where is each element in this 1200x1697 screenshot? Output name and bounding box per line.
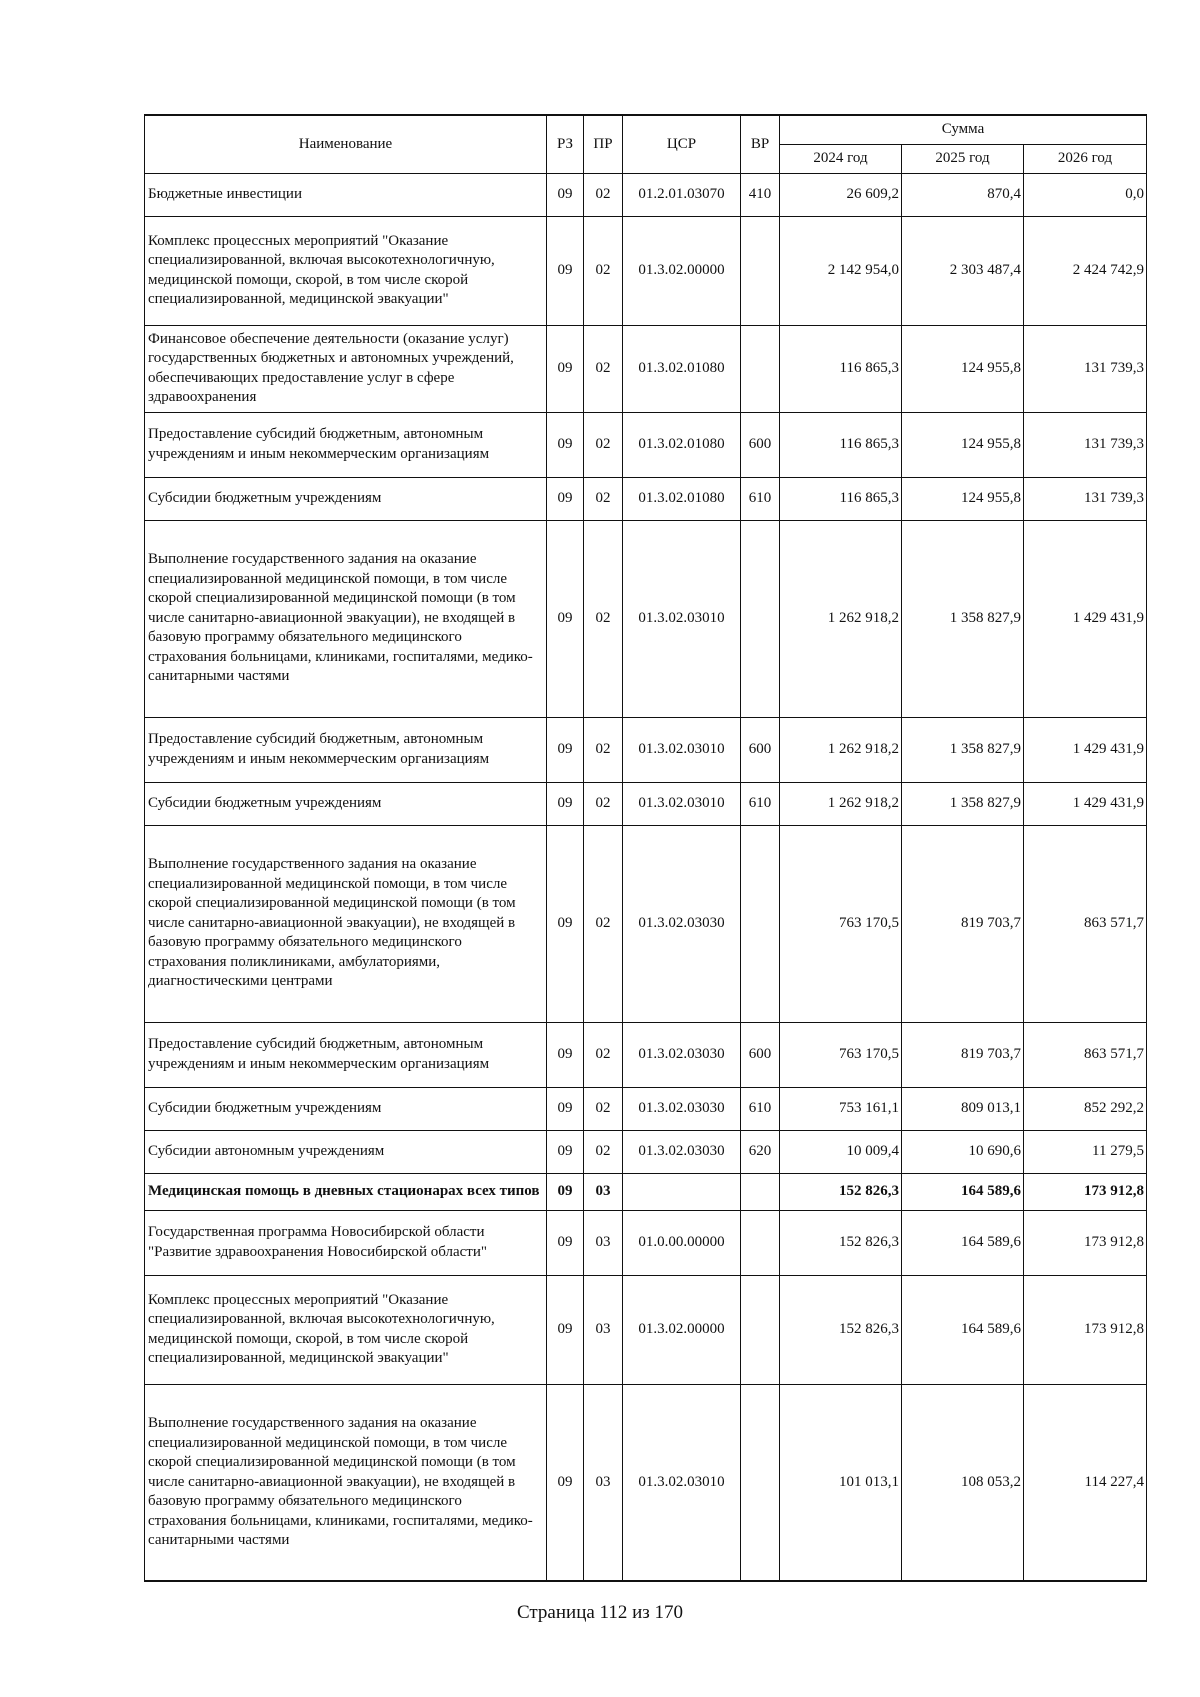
cell-y2025: 1 358 827,9: [902, 717, 1024, 782]
cell-name: Государственная программа Новосибирской области "Развитие здравоохранения Новосибирской области": [145, 1210, 547, 1275]
budget-table: [144, 114, 1147, 1582]
cell-pr: 02: [584, 825, 623, 1022]
cell-csr: 01.3.02.03030: [623, 1087, 741, 1130]
cell-vr: 610: [741, 1087, 780, 1130]
cell-csr: 01.3.02.03010: [623, 782, 741, 825]
cell-y2024: 26 609,2: [780, 173, 902, 216]
page-number: Страница 112 из 170: [516, 1602, 684, 1623]
cell-csr: 01.3.02.01080: [623, 412, 741, 477]
cell-y2026: 173 912,8: [1024, 1275, 1147, 1384]
cell-y2024: 152 826,3: [780, 1275, 902, 1384]
cell-pr: 02: [584, 412, 623, 477]
cell-rz: 09: [547, 520, 584, 717]
table-row: [145, 1384, 1147, 1581]
cell-y2026: 0,0: [1024, 173, 1147, 216]
cell-y2025: 1 358 827,9: [902, 520, 1024, 717]
cell-rz: 09: [547, 1384, 584, 1581]
cell-csr: 01.3.02.01080: [623, 325, 741, 412]
table-row: [145, 1173, 1147, 1210]
cell-y2024: 116 865,3: [780, 412, 902, 477]
cell-name: Медицинская помощь в дневных стационарах всех типов: [145, 1173, 547, 1210]
header-vr: ВР: [741, 115, 780, 173]
cell-vr: [741, 1384, 780, 1581]
cell-y2025: 164 589,6: [902, 1173, 1024, 1210]
cell-pr: 03: [584, 1275, 623, 1384]
cell-csr: 01.3.02.03030: [623, 1130, 741, 1173]
table-header: [145, 115, 1147, 173]
cell-rz: 09: [547, 173, 584, 216]
cell-pr: 02: [584, 782, 623, 825]
cell-name: Предоставление субсидий бюджетным, автономным учреждениям и иным некоммерческим организациям: [145, 1022, 547, 1087]
table-row: [145, 325, 1147, 412]
table-row: [145, 1022, 1147, 1087]
header-rz: РЗ: [547, 115, 584, 173]
cell-csr: 01.3.02.01080: [623, 477, 741, 520]
cell-pr: 02: [584, 325, 623, 412]
table-row: [145, 782, 1147, 825]
cell-y2026: 1 429 431,9: [1024, 717, 1147, 782]
cell-pr: 03: [584, 1173, 623, 1210]
cell-pr: 03: [584, 1210, 623, 1275]
table-row: [145, 825, 1147, 1022]
cell-y2026: 852 292,2: [1024, 1087, 1147, 1130]
cell-pr: 02: [584, 477, 623, 520]
table-row: [145, 216, 1147, 325]
cell-y2026: 1 429 431,9: [1024, 520, 1147, 717]
cell-y2024: 763 170,5: [780, 1022, 902, 1087]
cell-y2025: 870,4: [902, 173, 1024, 216]
cell-y2024: 2 142 954,0: [780, 216, 902, 325]
cell-name: Комплекс процессных мероприятий "Оказание специализированной, включая высокотехнологичную, медицинской помощи, скорой, в том числе скорой специализированной, медицинской эвакуации": [145, 216, 547, 325]
cell-name: Выполнение государственного задания на оказание специализированной медицинской помощи, в том числе скорой специализированной медицинской помощи (в том числе санитарно-авиационной эвакуации), не входящей в базовую программу обязательного медицинского страхования больницами, клиниками, госпиталями, медико-санитарными частями: [145, 1384, 547, 1581]
cell-rz: 09: [547, 412, 584, 477]
cell-vr: 600: [741, 1022, 780, 1087]
header-sum: Сумма: [780, 115, 1147, 144]
cell-y2024: 116 865,3: [780, 477, 902, 520]
cell-csr: [623, 1173, 741, 1210]
cell-vr: 600: [741, 717, 780, 782]
cell-name: Предоставление субсидий бюджетным, автономным учреждениям и иным некоммерческим организациям: [145, 717, 547, 782]
header-pr: ПР: [584, 115, 623, 173]
cell-vr: 610: [741, 782, 780, 825]
cell-name: Субсидии бюджетным учреждениям: [145, 782, 547, 825]
header-name: Наименование: [145, 115, 547, 173]
cell-pr: 02: [584, 173, 623, 216]
cell-csr: 01.3.02.00000: [623, 216, 741, 325]
cell-rz: 09: [547, 1087, 584, 1130]
cell-y2025: 819 703,7: [902, 1022, 1024, 1087]
cell-y2026: 114 227,4: [1024, 1384, 1147, 1581]
cell-y2026: 863 571,7: [1024, 825, 1147, 1022]
cell-csr: 01.3.02.03030: [623, 1022, 741, 1087]
table-row: [145, 520, 1147, 717]
cell-y2024: 116 865,3: [780, 325, 902, 412]
cell-y2026: 173 912,8: [1024, 1210, 1147, 1275]
cell-csr: 01.3.02.03030: [623, 825, 741, 1022]
cell-y2026: 1 429 431,9: [1024, 782, 1147, 825]
table-row: [145, 173, 1147, 216]
cell-y2024: 1 262 918,2: [780, 520, 902, 717]
cell-vr: 410: [741, 173, 780, 216]
cell-vr: 600: [741, 412, 780, 477]
cell-rz: 09: [547, 1173, 584, 1210]
table-row: [145, 717, 1147, 782]
cell-vr: [741, 1210, 780, 1275]
cell-name: Бюджетные инвестиции: [145, 173, 547, 216]
cell-rz: 09: [547, 717, 584, 782]
cell-rz: 09: [547, 1210, 584, 1275]
table-row: [145, 1130, 1147, 1173]
cell-csr: 01.2.01.03070: [623, 173, 741, 216]
cell-pr: 02: [584, 717, 623, 782]
cell-rz: 09: [547, 216, 584, 325]
cell-y2026: 131 739,3: [1024, 477, 1147, 520]
cell-pr: 02: [584, 1130, 623, 1173]
cell-y2026: 173 912,8: [1024, 1173, 1147, 1210]
cell-y2025: 2 303 487,4: [902, 216, 1024, 325]
cell-vr: [741, 520, 780, 717]
header-year-2025: 2025 год: [902, 144, 1024, 173]
cell-y2025: 108 053,2: [902, 1384, 1024, 1581]
cell-name: Финансовое обеспечение деятельности (оказание услуг) государственных бюджетных и автономных учреждений, обеспечивающих предоставление услуг в сфере здравоохранения: [145, 325, 547, 412]
cell-csr: 01.0.00.00000: [623, 1210, 741, 1275]
cell-y2024: 152 826,3: [780, 1173, 902, 1210]
cell-rz: 09: [547, 1130, 584, 1173]
cell-y2025: 124 955,8: [902, 325, 1024, 412]
header-year-2024: 2024 год: [780, 144, 902, 173]
table-row: [145, 412, 1147, 477]
cell-vr: 620: [741, 1130, 780, 1173]
cell-y2025: 809 013,1: [902, 1087, 1024, 1130]
cell-name: Субсидии бюджетным учреждениям: [145, 477, 547, 520]
cell-csr: 01.3.02.00000: [623, 1275, 741, 1384]
cell-y2025: 10 690,6: [902, 1130, 1024, 1173]
cell-vr: 610: [741, 477, 780, 520]
cell-y2024: 101 013,1: [780, 1384, 902, 1581]
cell-rz: 09: [547, 1022, 584, 1087]
cell-y2024: 10 009,4: [780, 1130, 902, 1173]
cell-rz: 09: [547, 1275, 584, 1384]
cell-y2025: 164 589,6: [902, 1275, 1024, 1384]
cell-y2024: 1 262 918,2: [780, 717, 902, 782]
cell-pr: 02: [584, 1022, 623, 1087]
cell-name: Комплекс процессных мероприятий "Оказание специализированной, включая высокотехнологичную, медицинской помощи, скорой, в том числе скорой специализированной, медицинской эвакуации": [145, 1275, 547, 1384]
cell-y2026: 863 571,7: [1024, 1022, 1147, 1087]
table-row: [145, 1275, 1147, 1384]
cell-y2026: 11 279,5: [1024, 1130, 1147, 1173]
cell-vr: [741, 825, 780, 1022]
cell-y2025: 164 589,6: [902, 1210, 1024, 1275]
cell-y2025: 124 955,8: [902, 412, 1024, 477]
cell-vr: [741, 1275, 780, 1384]
cell-pr: 02: [584, 520, 623, 717]
cell-rz: 09: [547, 325, 584, 412]
cell-y2024: 1 262 918,2: [780, 782, 902, 825]
cell-y2025: 1 358 827,9: [902, 782, 1024, 825]
table-row: [145, 1210, 1147, 1275]
cell-name: Субсидии автономным учреждениям: [145, 1130, 547, 1173]
cell-csr: 01.3.02.03010: [623, 717, 741, 782]
cell-y2026: 131 739,3: [1024, 325, 1147, 412]
table-row: [145, 1087, 1147, 1130]
table-body: [145, 173, 1147, 1581]
cell-y2024: 763 170,5: [780, 825, 902, 1022]
cell-name: Субсидии бюджетным учреждениям: [145, 1087, 547, 1130]
cell-csr: 01.3.02.03010: [623, 520, 741, 717]
cell-vr: [741, 325, 780, 412]
header-year-2026: 2026 год: [1024, 144, 1147, 173]
cell-y2026: 2 424 742,9: [1024, 216, 1147, 325]
cell-name: Выполнение государственного задания на оказание специализированной медицинской помощи, в том числе скорой специализированной медицинской помощи (в том числе санитарно-авиационной эвакуации), не входящей в базовую программу обязательного медицинского страхования поликлиниками, амбулаториями, диагностическими центрами: [145, 825, 547, 1022]
cell-rz: 09: [547, 825, 584, 1022]
header-csr: ЦСР: [623, 115, 741, 173]
cell-vr: [741, 1173, 780, 1210]
cell-name: Выполнение государственного задания на оказание специализированной медицинской помощи, в том числе скорой специализированной медицинской помощи (в том числе санитарно-авиационной эвакуации), не входящей в базовую программу обязательного медицинского страхования больницами, клиниками, госпиталями, медико-санитарными частями: [145, 520, 547, 717]
cell-y2024: 152 826,3: [780, 1210, 902, 1275]
cell-rz: 09: [547, 782, 584, 825]
cell-y2026: 131 739,3: [1024, 412, 1147, 477]
cell-y2024: 753 161,1: [780, 1087, 902, 1130]
cell-csr: 01.3.02.03010: [623, 1384, 741, 1581]
cell-y2025: 124 955,8: [902, 477, 1024, 520]
cell-vr: [741, 216, 780, 325]
cell-pr: 02: [584, 216, 623, 325]
table-row: [145, 477, 1147, 520]
cell-pr: 03: [584, 1384, 623, 1581]
cell-name: Предоставление субсидий бюджетным, автономным учреждениям и иным некоммерческим организациям: [145, 412, 547, 477]
cell-y2025: 819 703,7: [902, 825, 1024, 1022]
cell-rz: 09: [547, 477, 584, 520]
cell-pr: 02: [584, 1087, 623, 1130]
